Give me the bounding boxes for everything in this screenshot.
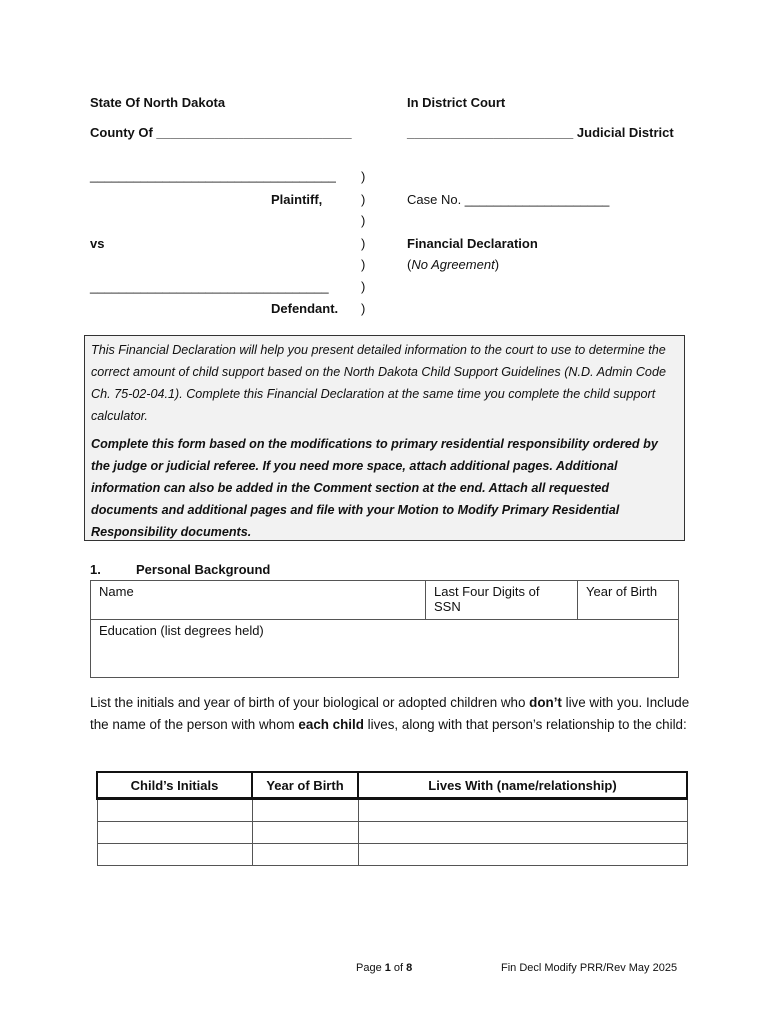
caption-paren: ) [361,169,366,184]
defendant-label: Defendant. [271,301,339,316]
name-label: Name [99,584,134,599]
caption-paren: ) [361,279,366,294]
lives-with-cell[interactable] [358,844,687,866]
year-cell[interactable] [252,844,358,866]
initials-cell[interactable] [97,799,252,822]
caption-paren: ) [361,257,366,272]
section-title: Personal Background [136,562,271,577]
page-number: Page 1 of 8 [356,962,413,974]
instructions-box [84,335,685,541]
court-label: In District Court [407,95,506,110]
defendant-name-line[interactable]: _________________________________ [90,279,329,294]
table-row [97,799,687,822]
judicial-district-field[interactable]: _______________________ Judicial District [407,125,674,140]
form-title: Financial Declaration [407,236,538,251]
lives-with-cell[interactable] [358,822,687,844]
column-header-initials: Child’s Initials [97,772,252,799]
table-row [97,844,687,866]
instructions-paragraph: This Financial Declaration will help you present detailed information to the court to use to determine the correct amount of child support based on the North Dakota Child Support Guidelines (N.D. Admin Code Ch. 75-02-04.1). Complete this Financial Declaration at the same time you complete the child support calculator. [91,343,666,423]
form-identifier: Fin Decl Modify PRR/Rev May 2025 [501,962,678,974]
lives-with-cell[interactable] [358,799,687,822]
year-of-birth-cell[interactable] [578,581,679,620]
caption-paren: ) [361,236,366,251]
education-cell[interactable] [91,620,679,678]
year-cell[interactable] [252,799,358,822]
form-subtitle: (No Agreement) [407,257,500,272]
column-header-year: Year of Birth [252,772,358,799]
plaintiff-name-line[interactable]: __________________________________ [90,168,336,183]
year-cell[interactable] [252,822,358,844]
personal-background-table [90,580,679,678]
year-of-birth-label: Year of Birth [586,584,658,599]
county-field[interactable]: County Of ___________________________ [90,125,352,140]
ssn-cell[interactable] [426,581,578,620]
section-number: 1. [90,562,101,577]
education-label: Education (list degrees held) [99,623,264,638]
initials-cell[interactable] [97,844,252,866]
children-instructions: List the initials and year of birth of your biological or adopted children who don’t live with you. Include the name of the person with whom each child lives, along with that person’s relationship to the child: [90,695,690,732]
case-number-field[interactable]: Case No. ____________________ [407,192,610,207]
initials-cell[interactable] [97,822,252,844]
caption-paren: ) [361,301,366,316]
children-table [96,771,688,866]
table-row [97,822,687,844]
column-header-lives-with: Lives With (name/relationship) [358,772,687,799]
instructions-paragraph-bold: Complete this form based on the modifications to primary residential responsibility ordered by the judge or judicial referee. If you need more space, attach additional pages. Additional information can also be added in the Comment section at the end. Attach all requested documents and additional pages and file with your Motion to Modify Primary Residential Responsibility documents. [91,437,658,539]
plaintiff-label: Plaintiff, [271,192,323,207]
state-label: State Of North Dakota [90,95,226,110]
name-cell[interactable] [91,581,426,620]
caption-paren: ) [361,192,366,207]
vs-label: vs [90,236,105,251]
ssn-label: Last Four Digits of SSN [434,584,540,614]
caption-paren: ) [361,213,366,228]
